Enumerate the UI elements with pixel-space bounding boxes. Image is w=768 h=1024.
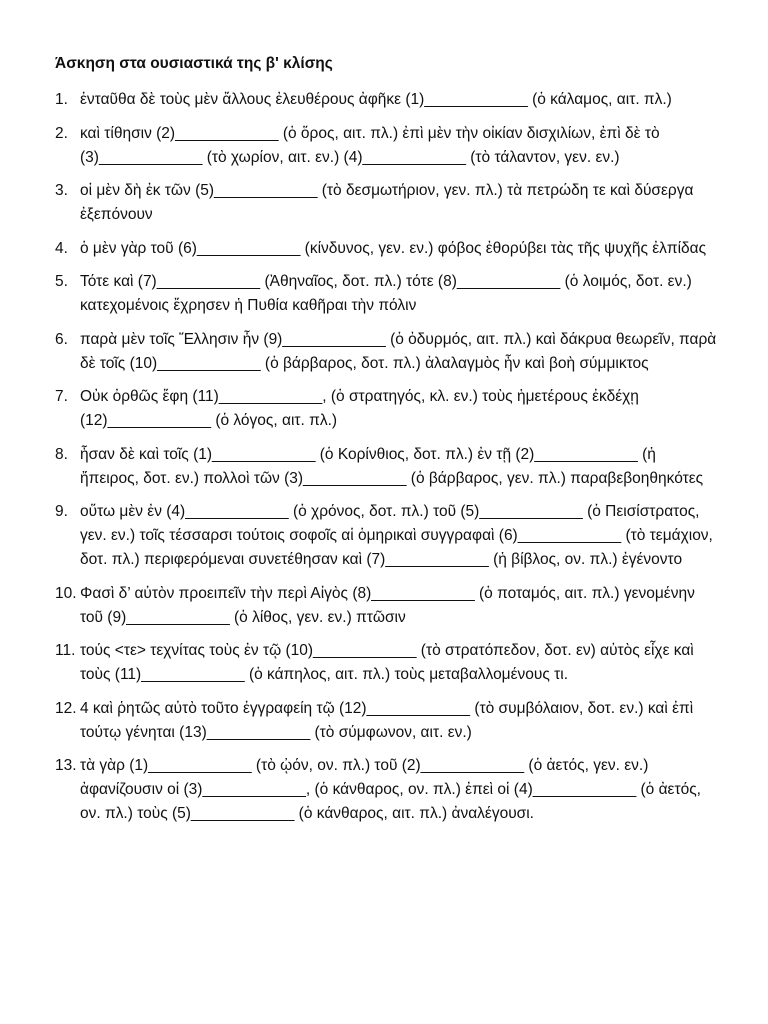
exercise-item	[55, 754, 718, 826]
exercise-text: οὕτω μὲν ἐν (4)____________ (ὁ χρόνος, δοτ. πλ.) τοῦ (5)____________ (ὁ Πεισίστρατος, γεν. εν.) τοῖς τέσσαρσι τούτοις σοφοῖς αἱ ὁμηρικαὶ συγγραφαὶ (6)____________ (τὸ τεμάχιον, δοτ. πλ.) περιφερόμεναι συνετέθησαν καὶ (7)____________ (ἡ βίβλος, ον. πλ.) ἐγένοντο	[80, 503, 713, 568]
exercise-number: 10.	[55, 584, 77, 602]
exercise-item	[55, 639, 718, 687]
exercise-text: παρὰ μὲν τοῖς Ἕλλησιν ἦν (9)____________ (ὁ ὀδυρμός, αιτ. πλ.) καὶ δάκρυα θεωρεῖν, παρὰ δὲ τοῖς (10)____________ (ὁ βάρβαρος, δοτ. πλ.) ἀλαλαγμὸς ἦν καὶ βοὴ σύμμικτος	[80, 330, 717, 372]
exercise-number: 12.	[55, 699, 77, 717]
exercise-number: 11.	[55, 642, 76, 659]
exercise-item	[55, 179, 718, 227]
exercise-text: οἱ μὲν δὴ ἐκ τῶν (5)____________ (τὸ δεσμωτήριον, γεν. πλ.) τὰ πετρώδη τε καὶ δύσεργα ἐξεπόνουν	[80, 182, 694, 223]
exercise-text: ἐνταῦθα δὲ τοὺς μὲν ἄλλους ἐλευθέρους ἀφῆκε (1)____________ (ὁ κάλαμος, αιτ. πλ.)	[80, 91, 672, 108]
exercise-text: ἦσαν δὲ καὶ τοῖς (1)____________ (ὁ Κορίνθιος, δοτ. πλ.) ἐν τῇ (2)____________ (ἡ ἤπειρος, δοτ. εν.) πολλοὶ τῶν (3)____________ (ὁ βάρβαρος, γεν. πλ.) παραβεβοηθηκότες	[80, 445, 704, 487]
exercise-text: καὶ τίθησιν (2)____________ (ὁ ὅρος, αιτ. πλ.) ἐπὶ μὲν τὴν οἰκίαν δισχιλίων, ἐπὶ δὲ τὸ (3)____________ (τὸ χωρίον, αιτ. εν.) (4)____________ (τὸ τάλαντον, γεν. εν.)	[80, 124, 660, 166]
exercise-text: Οὐκ ὀρθῶς ἔφη (11)____________, (ὁ στρατηγός, κλ. εν.) τοὺς ἡμετέρους ἐκδέχῃ (12)____________ (ὁ λόγος, αιτ. πλ.)	[80, 388, 639, 429]
exercise-item	[55, 500, 718, 572]
exercise-item	[55, 270, 718, 318]
exercise-text: 4 καὶ ῥητῶς αὐτὸ τοῦτο ἐγγραφείη τῷ (12)____________ (τὸ συμβόλαιον, δοτ. εν.) καὶ ἐπὶ τούτῳ γένηται (13)____________ (τὸ σύμφωνον, αιτ. εν.)	[80, 699, 694, 741]
exercise-text: ὁ μὲν γὰρ τοῦ (6)____________ (κίνδυνος, γεν. εν.) φόβος ἐθορύβει τὰς τῆς ψυχῆς ἐλπίδας	[80, 239, 707, 257]
exercise-number: 7.	[55, 388, 68, 405]
worksheet-title: Άσκηση στα ουσιαστικά της β' κλίσης	[55, 55, 333, 72]
exercise-number: 8.	[55, 445, 68, 463]
exercise-item	[55, 443, 718, 491]
exercise-text: τὰ γὰρ (1)____________ (τὸ ᾠόν, ον. πλ.) τοῦ (2)____________ (ὁ ἀετός, γεν. εν.) ἀφανίζουσιν οἱ (3)____________, (ὁ κάνθαρος, ον. πλ.) ἐπεὶ οἱ (4)____________ (ὁ ἀετός, ον. πλ.) τοὺς (5)____________ (ὁ κάνθαρος, αιτ. πλ.) ἀναλέγουσι.	[80, 757, 701, 822]
exercise-item	[55, 122, 718, 170]
exercise-item	[55, 582, 718, 630]
exercise-item	[55, 237, 718, 261]
exercise-number: 3.	[55, 182, 68, 199]
exercise-number: 4.	[55, 239, 68, 257]
exercise-item	[55, 697, 718, 745]
exercise-number: 6.	[55, 330, 68, 348]
exercise-text: Φασὶ δ’ αὐτὸν προειπεῖν τὴν περὶ Αἰγὸς (8)____________ (ὁ ποταμός, αιτ. πλ.) γενομένην τοῦ (9)____________ (ὁ λίθος, γεν. εν.) πτῶσιν	[80, 584, 695, 626]
exercise-number: 9.	[55, 503, 68, 520]
exercise-text: Τότε καὶ (7)____________ (Ἀθηναῖος, δοτ. πλ.) τότε (8)____________ (ὁ λοιμός, δοτ. εν.) κατεχομένοις ἔχρησεν ἡ Πυθία καθῆραι τὴν πόλιν	[80, 273, 692, 314]
exercise-item	[55, 385, 718, 433]
exercise-number: 1.	[55, 91, 68, 108]
exercise-list	[55, 88, 718, 826]
exercise-number: 5.	[55, 273, 68, 290]
exercise-number: 2.	[55, 124, 68, 142]
exercise-item	[55, 88, 718, 112]
exercise-text: τούς <τε> τεχνίτας τοὺς ἐν τῷ (10)____________ (τὸ στρατόπεδον, δοτ. εν) αὐτὸς εἶχε καὶ τοὺς (11)____________ (ὁ κάπηλος, αιτ. πλ.) τοὺς μεταβαλλομένους τι.	[80, 642, 694, 683]
exercise-item	[55, 328, 718, 376]
exercise-number: 13.	[55, 757, 77, 774]
